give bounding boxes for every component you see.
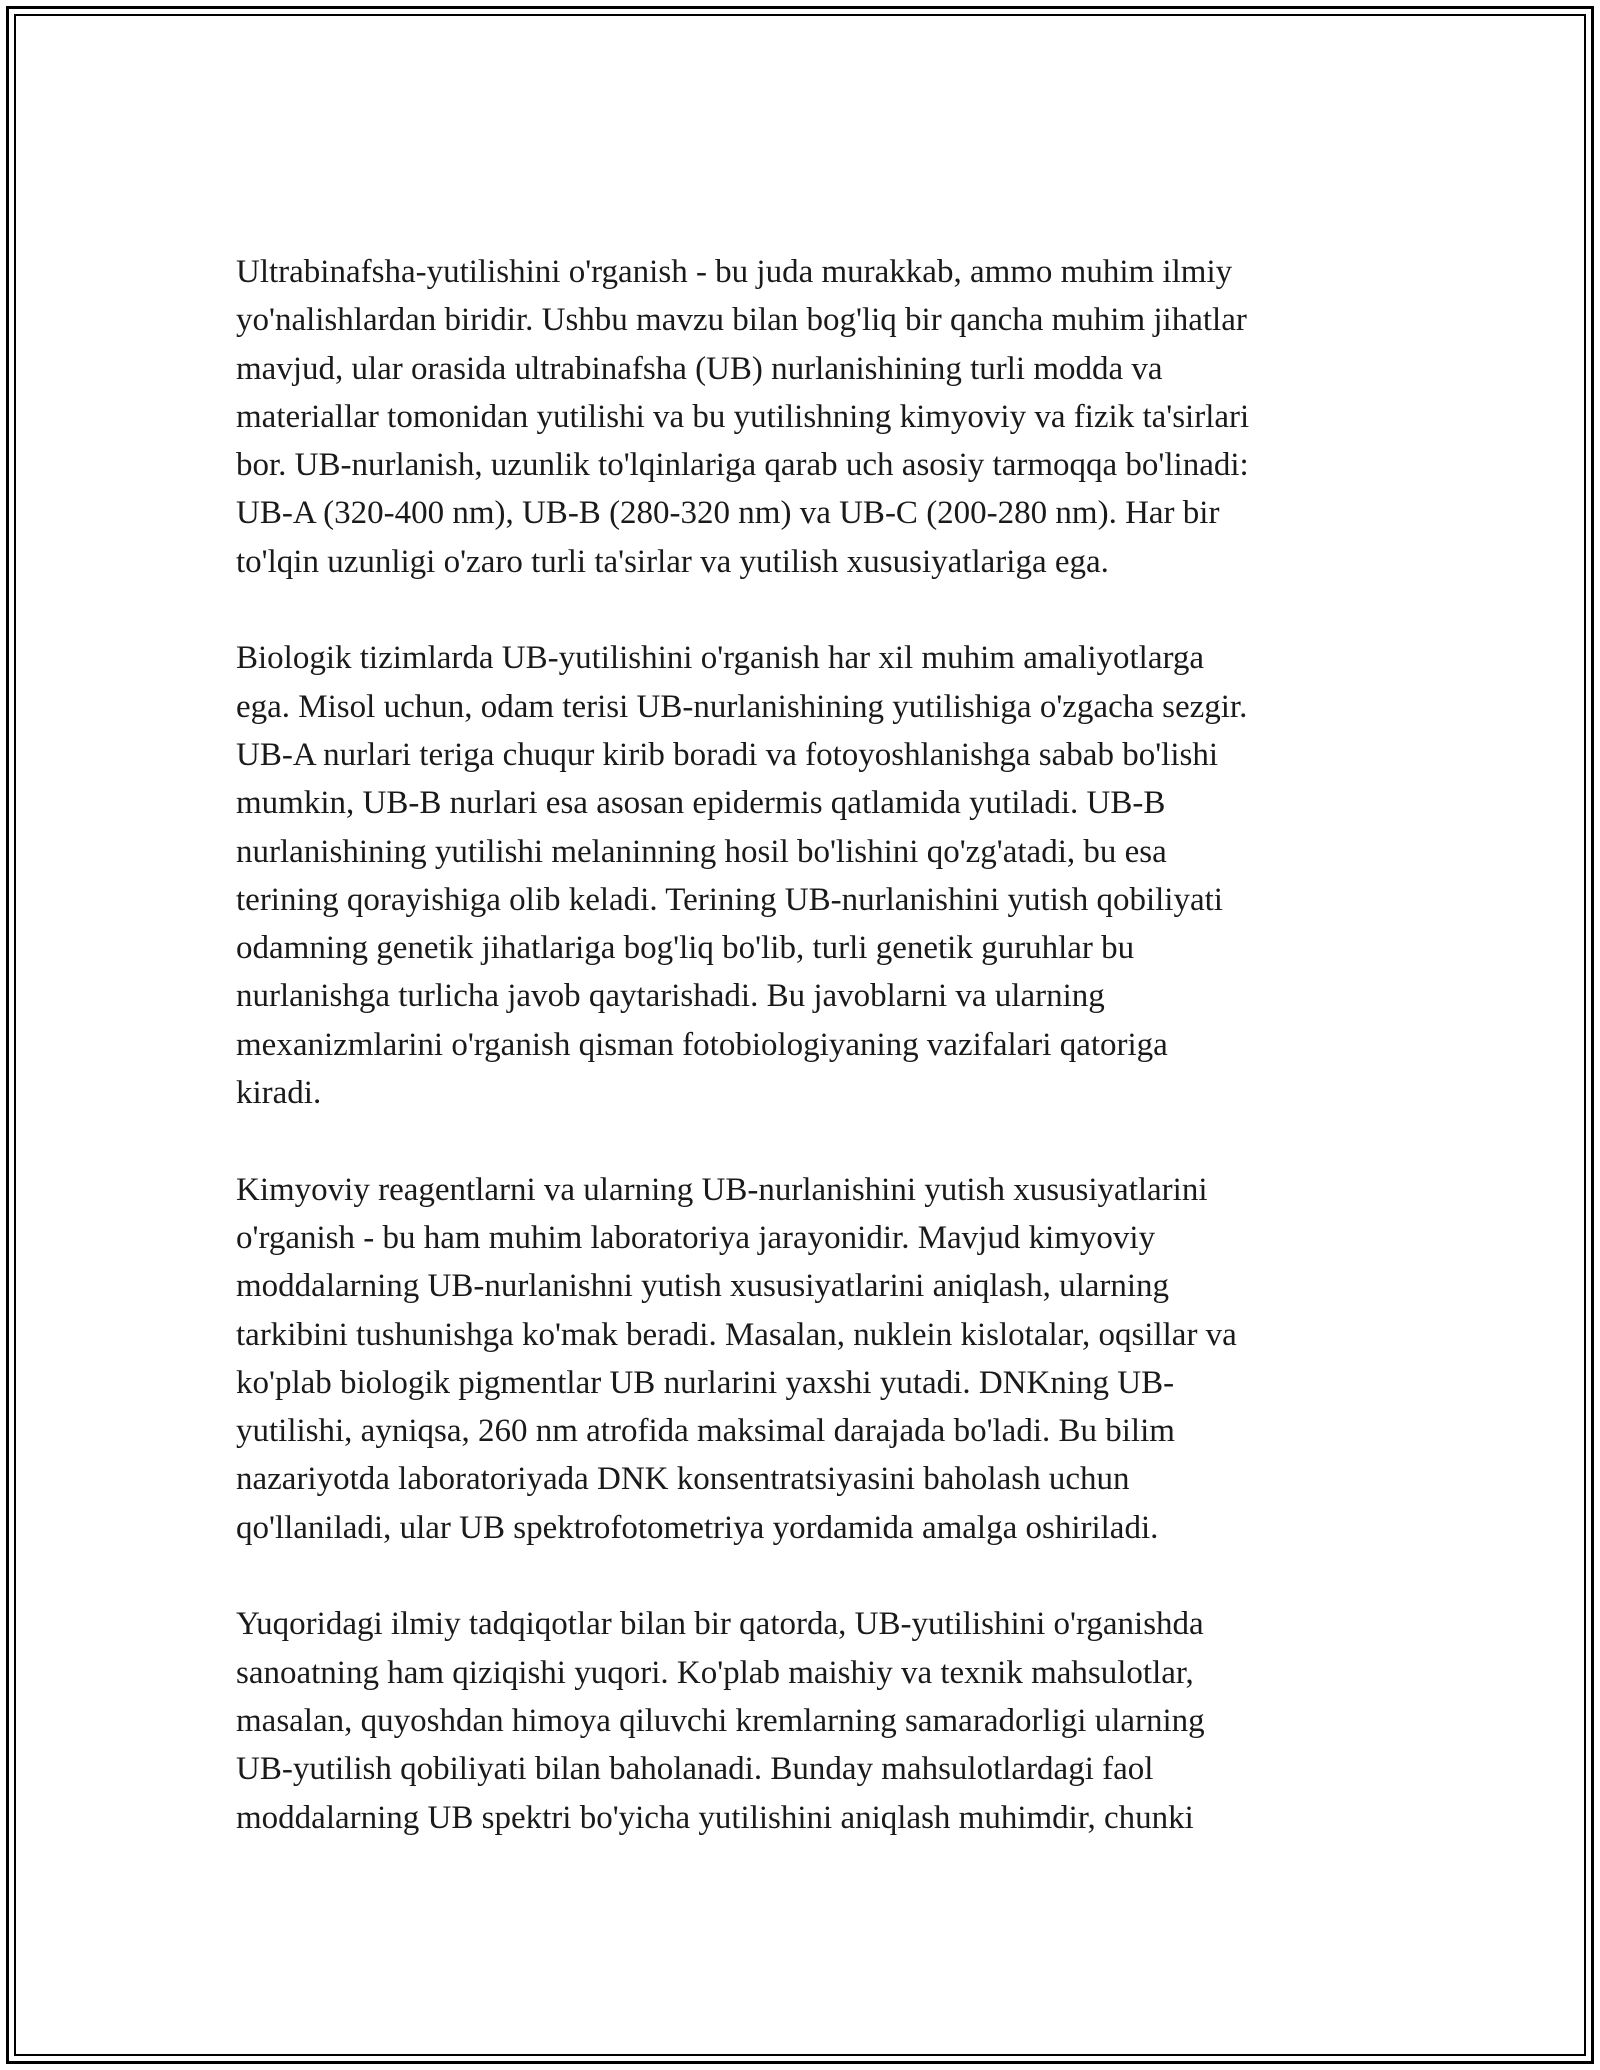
paragraph-line: o'rganish - bu ham muhim laboratoriya jarayonidir. Mavjud kimyoviy [236, 1219, 1156, 1256]
paragraph-line: kiradi. [236, 1075, 322, 1112]
paragraph-line: qo'llaniladi, ular UB spektrofotometriya yordamida amalga oshiriladi. [236, 1509, 1159, 1546]
document-body [236, 248, 1366, 1842]
paragraph-line: Ultrabinafsha-yutilishini o'rganish - bu juda murakkab, ammo muhim ilmiy [236, 254, 1233, 290]
paragraph-line: sanoatning ham qiziqishi yuqori. Ko'plab maishiy va texnik mahsulotlar, [236, 1654, 1194, 1691]
paragraph-line: nurlanishining yutilishi melaninning hosil bo'lishini qo'zg'atadi, bu esa [236, 833, 1167, 870]
paragraph-line: mexanizmlarini o'rganish qisman fotobiologiyaning vazifalari qatoriga [236, 1026, 1168, 1063]
paragraph-line: odamning genetik jihatlariga bog'liq bo'lib, turli genetik guruhlar bu [236, 930, 1135, 967]
paragraph-line: nazariyotda laboratoriyada DNK konsentratsiyasini baholash uchun [236, 1461, 1130, 1498]
paragraph-line: UB-yutilish qobiliyati bilan baholanadi. Bunday mahsulotlardagi faol [236, 1751, 1154, 1788]
paragraph-line: materiallar tomonidan yutilishi va bu yutilishning kimyoviy va fizik ta'sirlari [236, 398, 1250, 435]
paragraph-line: tarkibini tushunishga ko'mak beradi. Masalan, nuklein kislotalar, oqsillar va [236, 1316, 1237, 1353]
paragraph-line: moddalarning UB-nurlanishni yutish xususiyatlarini aniqlash, ularning [236, 1268, 1170, 1305]
paragraph-4 [236, 1600, 1366, 1841]
paragraph-spacer [236, 1552, 1366, 1600]
paragraph-2 [236, 634, 1366, 1117]
paragraph-line: UB-A (320-400 nm), UB-B (280-320 nm) va UB-C (200-280 nm). Har bir [236, 495, 1220, 532]
paragraph-3 [236, 1166, 1366, 1552]
paragraph-line: terining qorayishiga olib keladi. Terining UB-nurlanishini yutish qobiliyati [236, 881, 1223, 918]
paragraph-spacer [236, 1117, 1366, 1165]
paragraph-line: ega. Misol uchun, odam terisi UB-nurlanishining yutilishiga o'zgacha sezgir. [236, 688, 1248, 725]
paragraph-spacer [236, 586, 1366, 634]
paragraph-1 [236, 248, 1366, 586]
paragraph-line: to'lqin uzunligi o'zaro turli ta'sirlar va yutilish xususiyatlariga ega. [236, 543, 1109, 580]
paragraph-line: mumkin, UB-B nurlari esa asosan epidermis qatlamida yutiladi. UB-B [236, 785, 1166, 822]
paragraph-line: Biologik tizimlarda UB-yutilishini o'rganish har xil muhim amaliyotlarga [236, 640, 1205, 677]
paragraph-line: bor. UB-nurlanish, uzunlik to'lqinlariga qarab uch asosiy tarmoqqa bo'linadi: [236, 447, 1249, 484]
paragraph-line: nurlanishga turlicha javob qaytarishadi. Bu javoblarni va ularning [236, 978, 1105, 1015]
paragraph-line: UB-A nurlari teriga chuqur kirib boradi va fotoyoshlanishga sabab bo'lishi [236, 736, 1218, 773]
paragraph-line: yutilishi, ayniqsa, 260 nm atrofida maksimal darajada bo'ladi. Bu bilim [236, 1413, 1175, 1450]
paragraph-line: moddalarning UB spektri bo'yicha yutilishini aniqlash muhimdir, chunki [236, 1799, 1194, 1836]
paragraph-line: Yuqoridagi ilmiy tadqiqotlar bilan bir qatorda, UB-yutilishini o'rganishda [236, 1606, 1204, 1643]
paragraph-line: mavjud, ular orasida ultrabinafsha (UB) nurlanishining turli modda va [236, 350, 1163, 387]
paragraph-line: ko'plab biologik pigmentlar UB nurlarini yaxshi yutadi. DNKning UB- [236, 1364, 1175, 1401]
paragraph-line: masalan, quyoshdan himoya qiluvchi kremlarning samaradorligi ularning [236, 1702, 1205, 1739]
paragraph-line: Kimyoviy reagentlarni va ularning UB-nurlanishini yutish xususiyatlarini [236, 1171, 1208, 1208]
paragraph-line: yo'nalishlardan biridir. Ushbu mavzu bilan bog'liq bir qancha muhim jihatlar [236, 302, 1247, 339]
